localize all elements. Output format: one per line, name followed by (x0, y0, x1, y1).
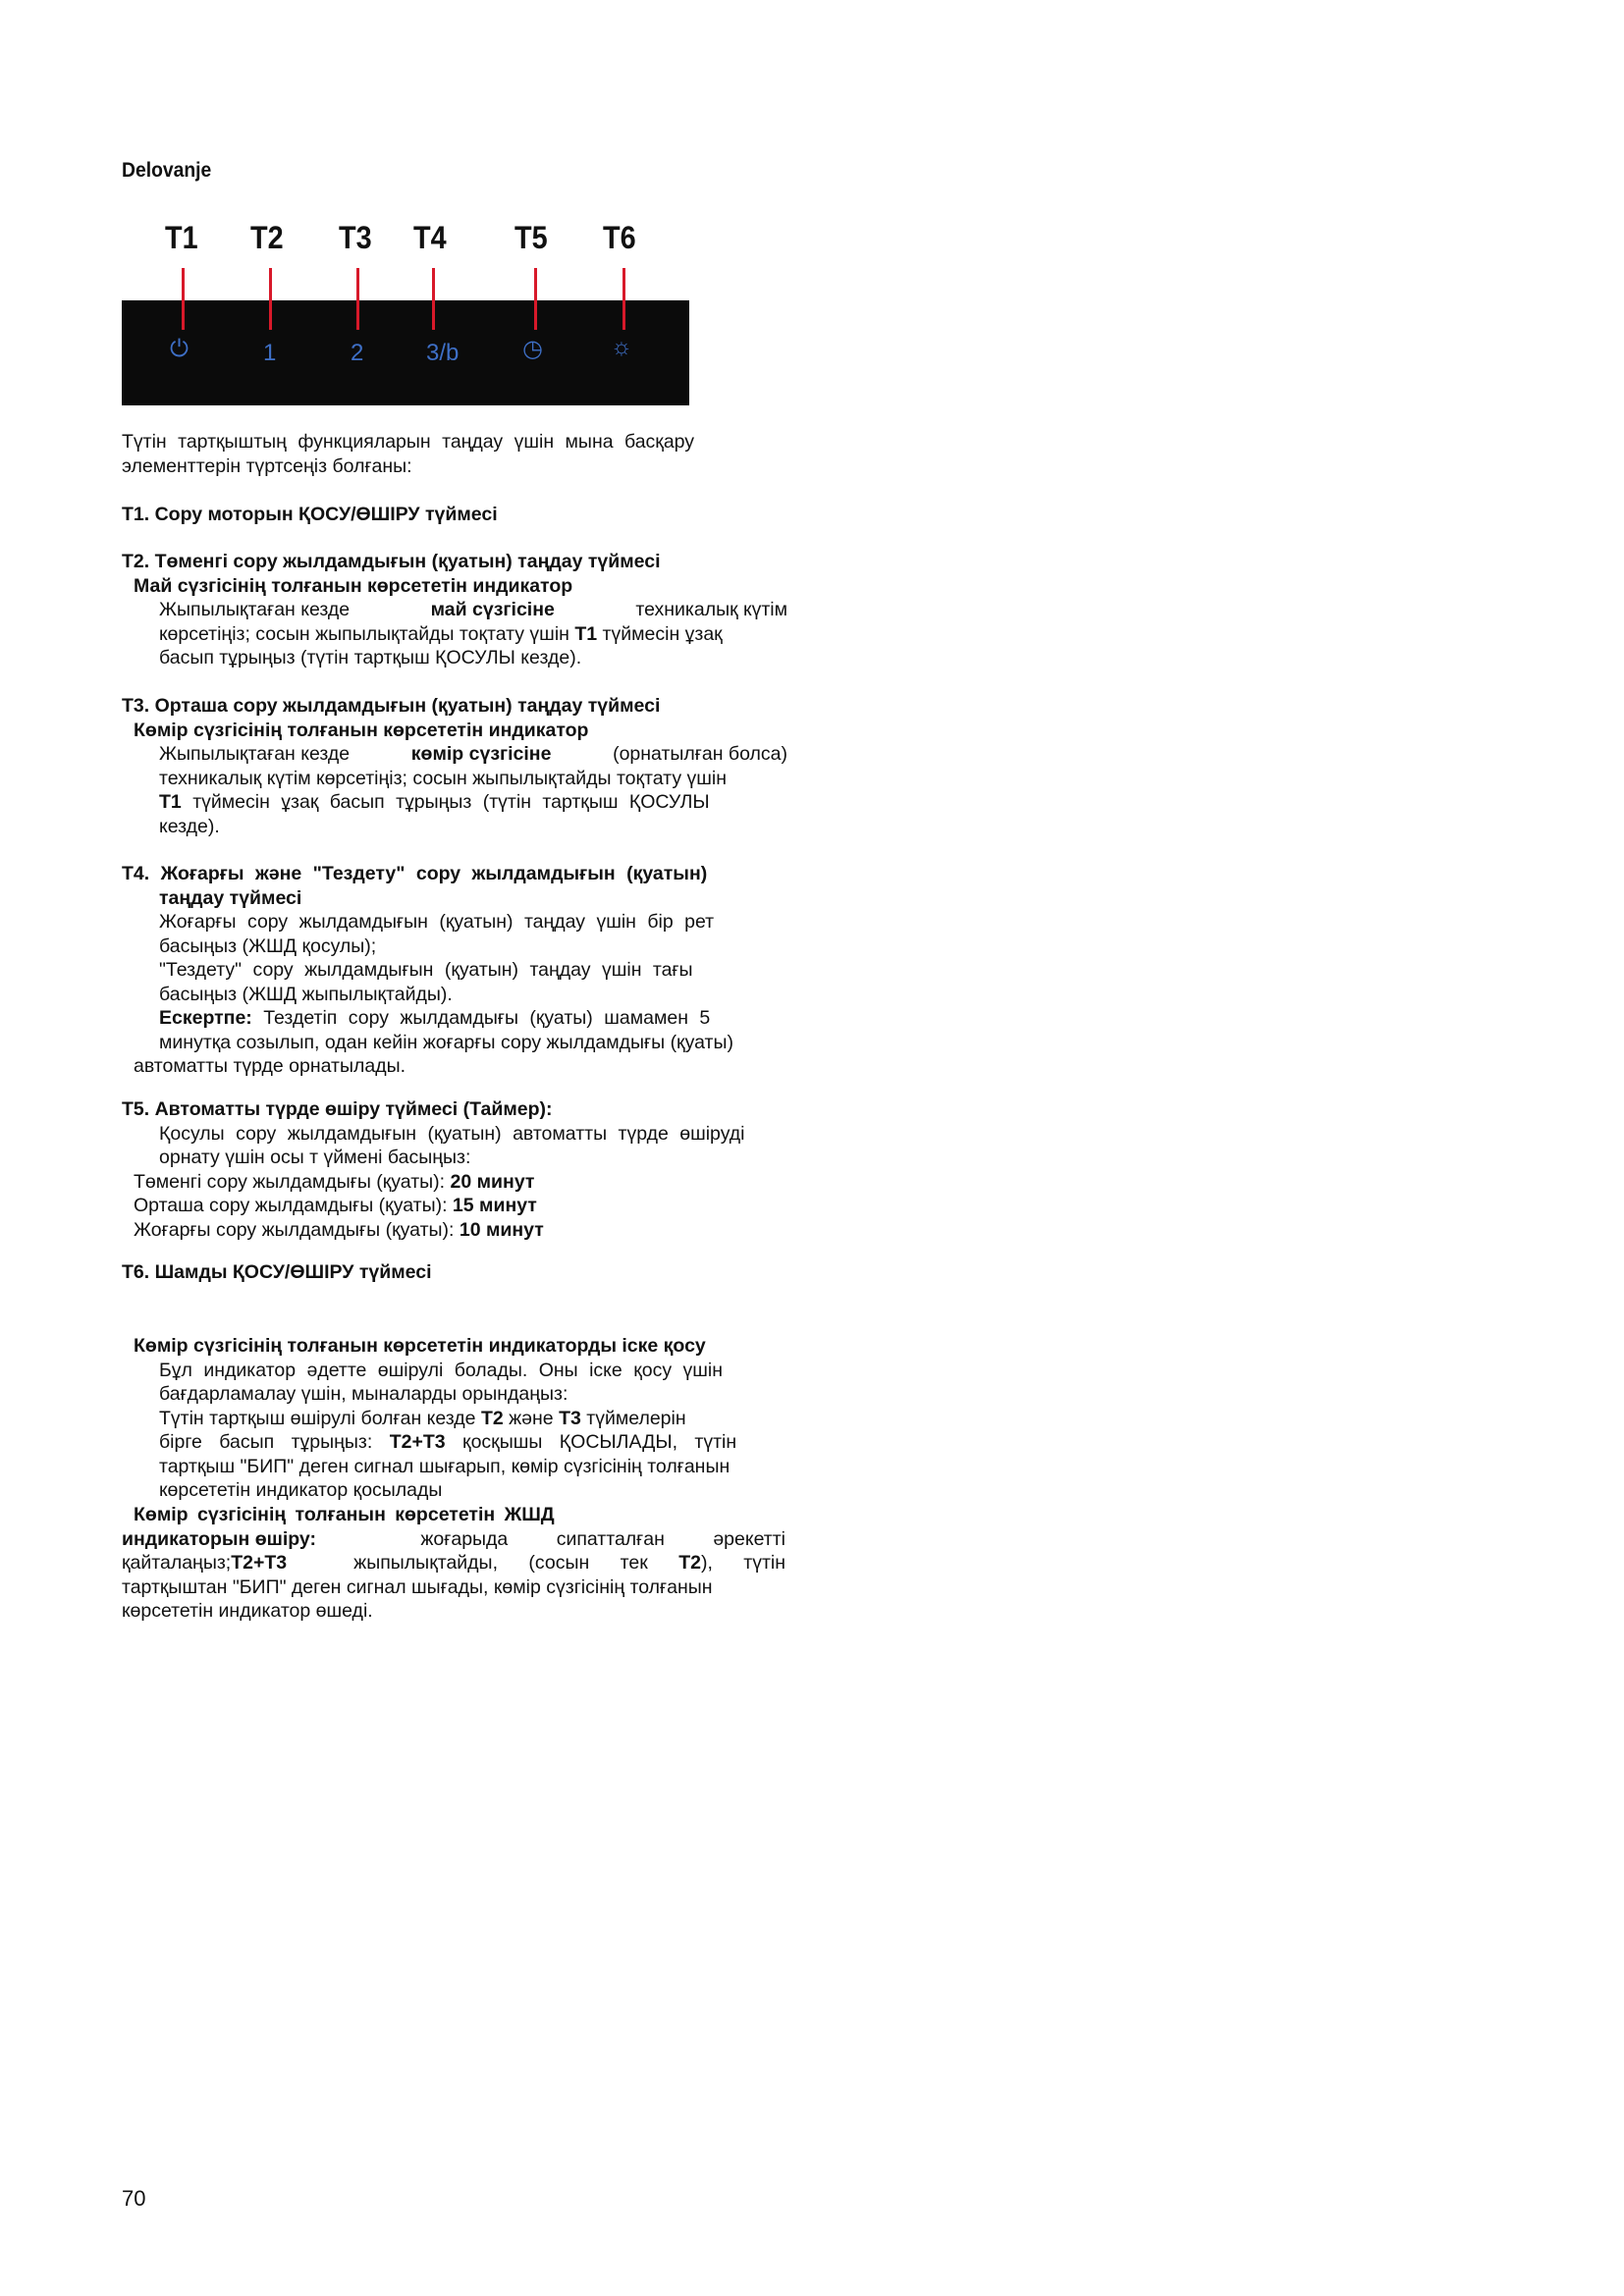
pointer-line (623, 268, 625, 300)
text: көрсетіңіз; сосын жыпылықтайды тоқтату үшін (159, 622, 569, 645)
disable-line (122, 1527, 785, 1552)
text: жыпылықтайды, (сосын тек (353, 1552, 648, 1574)
control-panel (122, 300, 689, 405)
pointer-line (356, 268, 359, 300)
enable-line (122, 1407, 799, 1431)
intro-line: Түтін тартқыштың функцияларын таңдау үшін мына басқару (122, 431, 695, 453)
t5-line: орнату үшін осы т үймені басыңыз: (159, 1147, 471, 1168)
t5-title: T5. Автоматты түрде өшіру түймесі (Таймер): (122, 1098, 553, 1120)
text: түймесін ұзақ (602, 622, 723, 645)
t2-line (122, 598, 787, 622)
pointer-line (432, 300, 435, 330)
text: жоғарыда сипатталған әрекетті (420, 1527, 785, 1550)
text: май сүзгісіне (430, 599, 555, 620)
text: түймелерін (586, 1407, 686, 1429)
text: T2 (480, 1407, 504, 1429)
timer-low (122, 1170, 799, 1195)
t4-line: басыңыз (ЖШД жыпылықтайды). (159, 983, 453, 1005)
t4-line: "Тездету" сору жылдамдығын (қуатын) таңдау үшін тағы (159, 959, 693, 981)
enable-line: бағдарламалау үшін, мыналарды орындаңыз: (159, 1383, 568, 1405)
t4-line: автоматты түрде орнатылады. (134, 1055, 406, 1077)
t4-section (122, 862, 799, 1079)
pointer-line (182, 300, 185, 330)
pointer-line (269, 268, 272, 300)
text: түймесін ұзақ басып тұрыңыз (түтін тартқыш ҚОСУЛЫ (192, 791, 710, 813)
text: Түтін тартқыш өшірулі болған кезде (159, 1407, 476, 1429)
enable-line: көрсететін индикатор қосылады (159, 1479, 443, 1501)
timer-mid (122, 1194, 799, 1218)
text: T1 (574, 622, 598, 645)
t2-section (122, 550, 799, 670)
text: T2 (678, 1552, 701, 1574)
t4-note (122, 1006, 799, 1031)
note-label: Ескертпе: (159, 1007, 252, 1029)
t2-line: басып тұрыңыз (түтін тартқыш ҚОСУЛЫ кезде). (159, 647, 582, 668)
text: T1 (159, 791, 182, 813)
speed-2-button[interactable]: 2 (351, 340, 364, 366)
text: және (509, 1407, 554, 1429)
text: 20 минут (450, 1170, 535, 1193)
text: 15 минут (452, 1195, 537, 1216)
disable-line (122, 1551, 785, 1575)
label-t1: T1 (165, 220, 198, 255)
intro-paragraph (122, 430, 799, 478)
intro-line: элементтерін түртсеңіз болғаны: (122, 454, 412, 477)
timer-icon[interactable]: ◷ (522, 336, 543, 362)
text: Жыпылықтаған кезде (159, 599, 351, 620)
timer-high (122, 1218, 799, 1243)
text: қосқышы ҚОСЫЛАДЫ, түтін (462, 1431, 737, 1453)
page-number: 70 (122, 2186, 146, 2211)
pointer-line (182, 268, 185, 300)
text: T2+T3 (389, 1431, 446, 1453)
text: T3 (559, 1407, 581, 1429)
t5-line: Қосулы сору жылдамдығын (қуатын) автоматты түрде өшіруді (159, 1122, 745, 1145)
enable-section (122, 1334, 799, 1503)
label-t6: T6 (603, 220, 636, 255)
t2-line (122, 622, 799, 647)
pointer-line (534, 268, 537, 300)
t4-title: T4. Жоғарғы және "Тездету" сору жылдамдығын (қуатын) (122, 863, 708, 884)
text: ), түтін (700, 1552, 785, 1574)
pointer-line (623, 300, 625, 330)
t4-line: Жоғарғы сору жылдамдығын (қуатын) таңдау үшін бір рет (159, 911, 715, 933)
pointer-line (356, 300, 359, 330)
text: көмір сүзгісіне (410, 743, 552, 765)
text: T2+T3 (231, 1552, 288, 1574)
page-heading: Delovanje (122, 159, 212, 182)
t4-line: минутқа созылып, одан кейін жоғарғы сору жылдамдығы (қуаты) (159, 1031, 733, 1053)
label-t5: T5 (514, 220, 548, 255)
text: Орташа сору жылдамдығы (қуаты): (134, 1195, 448, 1216)
t5-section (122, 1097, 799, 1242)
label-t2: T2 (250, 220, 284, 255)
t4-line: басыңыз (ЖШД қосулы); (159, 934, 377, 957)
text: индикаторын өшіру: (122, 1527, 317, 1550)
disable-line: тартқыштан "БИП" деген сигнал шығады, көмір сүзгісінің толғанын (122, 1575, 713, 1598)
t3-title: T3. Орташа сору жылдамдығын (қуатын) таңдау түймесі (122, 695, 661, 717)
t3-line (122, 742, 787, 767)
t3-line: техникалық күтім көрсетіңіз; сосын жыпылықтайды тоқтату үшін (159, 767, 727, 789)
enable-line: Бұл индикатор әдетте өшірулі болады. Оны іске қосу үшін (159, 1359, 723, 1381)
pointer-line (432, 268, 435, 300)
t3-section (122, 694, 799, 838)
t6-title: T6. Шамды ҚОСУ/ӨШІРУ түймесі (122, 1261, 432, 1283)
speed-3-boost-button[interactable]: 3/b (426, 340, 460, 366)
text: 10 минут (459, 1218, 544, 1241)
t2-subtitle: Май сүзгісінің толғанын көрсететін индикатор (134, 574, 573, 597)
label-t4: T4 (413, 220, 447, 255)
enable-title: Көмір сүзгісінің толғанын көрсететін индикаторды іске қосу (134, 1335, 706, 1357)
text: техникалық күтім (635, 599, 787, 620)
pointer-line (534, 300, 537, 330)
text: Тездетіп сору жылдамдығы (қуаты) шамамен 5 (263, 1007, 711, 1029)
disable-title: Көмір сүзгісінің толғанын көрсететін ЖШД (134, 1504, 555, 1525)
text: Жыпылықтаған кезде (159, 743, 351, 765)
text: Жоғарғы сору жылдамдығы (қуаты): (134, 1218, 455, 1241)
enable-line: тартқыш "БИП" деген сигнал шығарып, көмір сүзгісінің толғанын (159, 1455, 731, 1477)
label-t3: T3 (339, 220, 372, 255)
power-icon[interactable]: ⏻ (170, 336, 189, 362)
text: Төменгі сору жылдамдығы (қуаты): (134, 1170, 446, 1193)
t3-line (122, 790, 799, 815)
light-icon[interactable]: ☼ (611, 334, 632, 360)
text: бірге басып тұрыңыз: (159, 1431, 373, 1453)
text: (орнатылған болса) (613, 743, 787, 765)
t4-title: таңдау түймесі (159, 886, 302, 909)
text: қайталаңыз; (122, 1552, 232, 1574)
t3-subtitle: Көмір сүзгісінің толғанын көрсететін индикатор (134, 719, 589, 741)
speed-1-button[interactable]: 1 (263, 340, 277, 366)
t2-title: T2. Төменгі сору жылдамдығын (қуатын) таңдау түймесі (122, 551, 661, 572)
enable-line (122, 1430, 799, 1455)
t3-line: кезде). (159, 815, 220, 837)
disable-line: көрсететін индикатор өшеді. (122, 1600, 373, 1622)
pointer-line (269, 300, 272, 330)
t1-title: T1. Сору моторын ҚОСУ/ӨШІРУ түймесі (122, 504, 498, 525)
disable-section (122, 1503, 799, 1624)
